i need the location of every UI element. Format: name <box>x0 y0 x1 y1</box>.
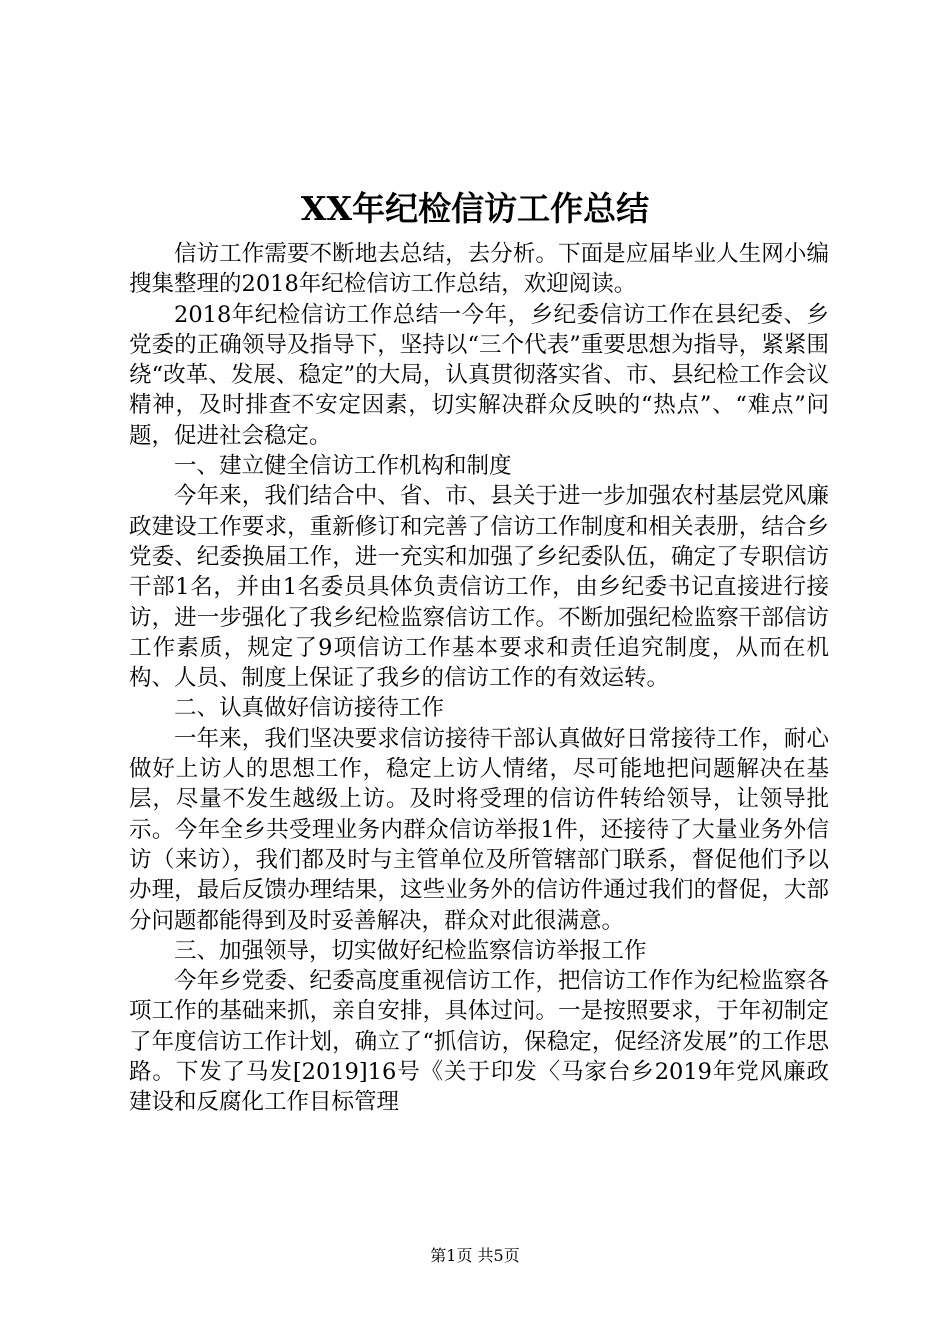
page-number-footer: 第1页 共5页 <box>430 1246 520 1265</box>
paragraph-overview: 2018年纪检信访工作总结一今年，乡纪委信访工作在县纪委、乡党委的正确领导及指导下，坚持以“三个代表”重要思想为指导，紧紧围绕“改革、发展、稳定”的大局，认真贯彻落实省、市、县纪检工作会议精神，及时排查不安定因素，切实解决群众反映的“热点”、“难点”问题，促进社会稳定。 <box>129 301 829 449</box>
paragraph-intro: 信访工作需要不断地去总结，去分析。下面是应届毕业人生网小编搜集整理的2018年纪检信访工作总结，欢迎阅读。 <box>129 241 829 298</box>
document-body <box>129 239 829 1118</box>
paragraph-section-2: 一年来，我们坚决要求信访接待干部认真做好日常接待工作，耐心做好上访人的思想工作，稳定上访人情绪，尽可能地把问题解决在基层，尽量不发生越级上访。及时将受理的信访件转给领导，让领导批示。今年全乡共受理业务内群众信访举报1件，还接待了大量业务外信访（来访），我们都及时与主管单位及所管辖部门联系，督促他们予以办理，最后反馈办理结果，这些业务外的信访件通过我们的督促，大部分问题都能得到及时妥善解决，群众对此很满意。 <box>129 725 829 934</box>
paragraph-section-1: 今年来，我们结合中、省、市、县关于进一步加强农村基层党风廉政建设工作要求，重新修订和完善了信访工作制度和相关表册，结合乡党委、纪委换届工作，进一充实和加强了乡纪委队伍，确定了专职信访干部1名，并由1名委员具体负责信访工作，由乡纪委书记直接进行接访，进一步强化了我乡纪检监察信访工作。不断加强纪检监察干部信访工作素质，规定了9项信访工作基本要求和责任追究制度，从而在机构、人员、制度上保证了我乡的信访工作的有效运转。 <box>129 483 829 692</box>
section-heading-1: 一、建立健全信访工作机构和制度 <box>174 453 512 480</box>
paragraph-section-3: 今年乡党委、纪委高度重视信访工作，把信访工作作为纪检监察各项工作的基础来抓，亲自安排，具体过问。一是按照要求，于年初制定了年度信访工作计划，确立了“抓信访，保稳定，促经济发展”的工作思路。下发了马发[2019]16号《关于印发〈马家台乡2019年党风廉政建设和反腐化工作目标管理 <box>129 968 829 1116</box>
section-heading-3: 三、加强领导，切实做好纪检监察信访举报工作 <box>174 937 647 964</box>
document-title: XX年纪检信访工作总结 <box>300 189 650 228</box>
section-heading-2: 二、认真做好信访接待工作 <box>174 695 445 722</box>
